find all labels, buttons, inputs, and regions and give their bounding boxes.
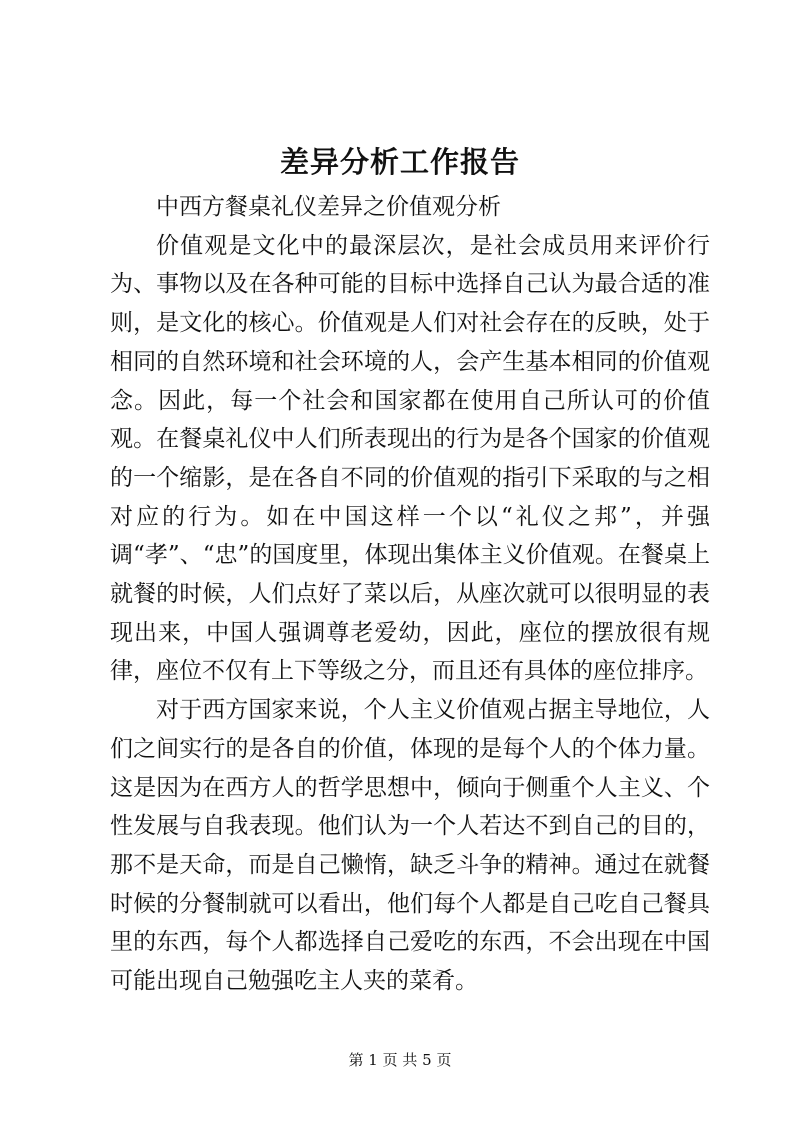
document-body xyxy=(110,188,710,1001)
paragraph-subtitle: 中西方餐桌礼仪差异之价值观分析 xyxy=(156,194,501,220)
document-title: 差异分析工作报告 xyxy=(279,145,520,179)
paragraph-values-definition: 价值观是文化中的最深层次，是社会成员用来评价行为、事物以及在各种可能的目标中选择自己认为最合适的准则，是文化的核心。价值观是人们对社会存在的反映，处于相同的自然环境和社会环境的人，会产生基本相同的价值观念。因此，每一个社会和国家都在使用自己所认可的价值观。在餐桌礼仪中人们所表现出的行为是各个国家的价值观的一个缩影，是在各自不同的价值观的指引下采取的与之相对应的行为。如在中国这样一个以“礼仪之邦”，并强调“孝”、“忠”的国度里，体现出集体主义价值观。在餐桌上就餐的时候，人们点好了菜以后，从座次就可以很明显的表现出来，中国人强调尊老爱幼，因此，座位的摆放很有规律，座位不仅有上下等级之分，而且还有具体的座位排序。 xyxy=(110,232,710,685)
paragraph-western-individualism: 对于西方国家来说，个人主义价值观占据主导地位，人们之间实行的是各自的价值，体现的是每个人的个体力量。这是因为在西方人的哲学思想中，倾向于侧重个人主义、个性发展与自我表现。他们认为一个人若达不到自己的目的，那不是天命，而是自己懒惰，缺乏斗争的精神。通过在就餐时候的分餐制就可以看出，他们每个人都是自己吃自己餐具里的东西，每个人都选择自己爱吃的东西，不会出现在中国可能出现自己勉强吃主人夹的菜肴。 xyxy=(110,697,710,995)
page-number-footer: 第 1 页 共 5 页 xyxy=(348,1051,452,1069)
